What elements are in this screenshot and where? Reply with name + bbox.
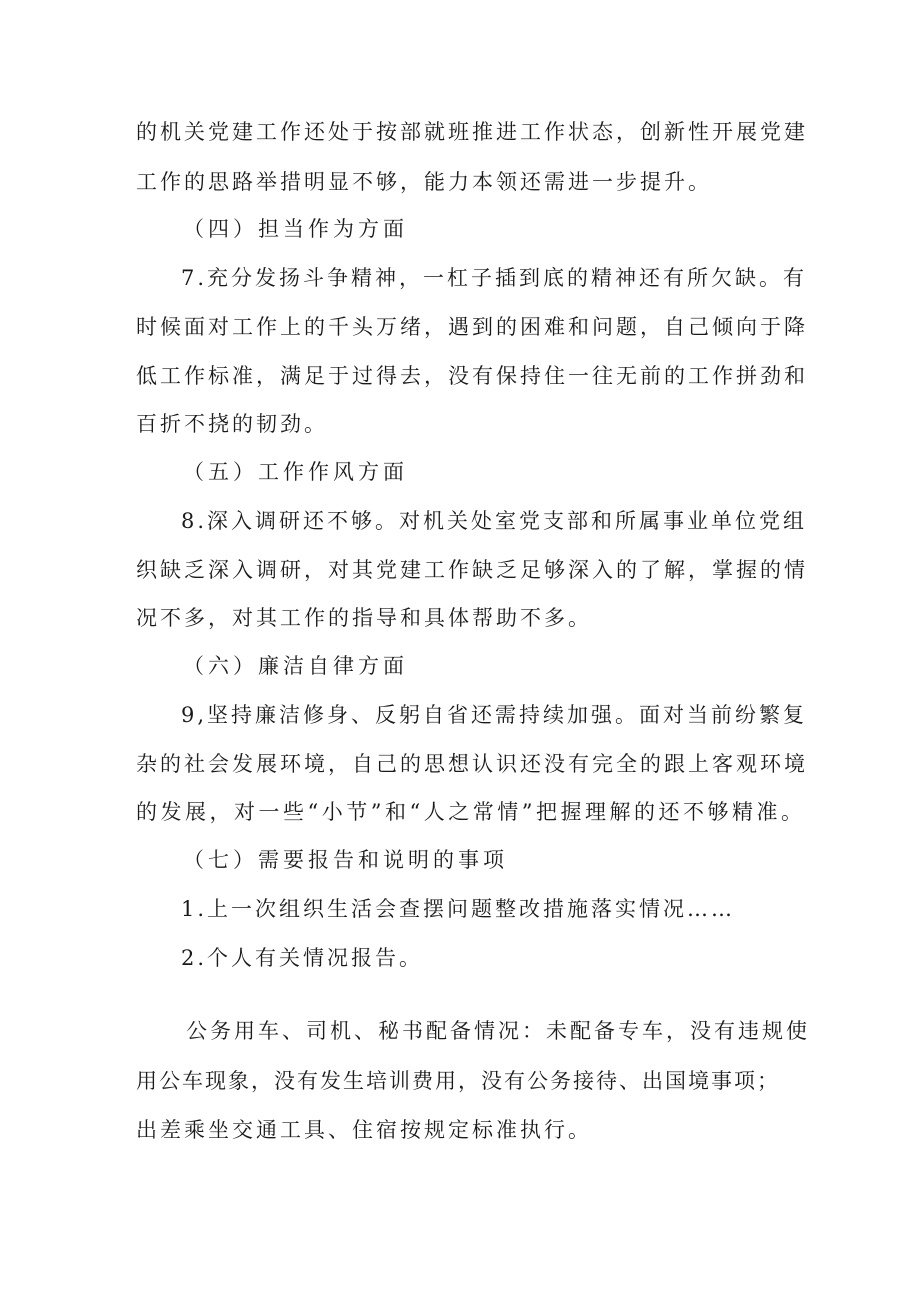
note-line: 公务用车、司机、秘书配备情况：未配备专车，没有违规使 [186, 1019, 810, 1043]
section-heading: （七）需要报告和说明的事项 [183, 848, 508, 872]
item-line: 时候面对工作上的千头万绪，遇到的困难和问题，自己倾向于降 [136, 315, 808, 339]
section-heading: （六）廉洁自律方面 [183, 654, 408, 678]
item-line: 低工作标准，满足于过得去，没有保持住一往无前的工作拼劲和 [136, 364, 808, 388]
item-line: 7.充分发扬斗争精神，一杠子插到底的精神还有所欠缺。有 [181, 266, 808, 290]
note-line: 用公车现象，没有发生培训费用，没有公务接待、出国境事项； [136, 1069, 780, 1093]
item-line: 8.深入调研还不够。对机关处室党支部和所属事业单位党组 [181, 509, 808, 533]
report-item: 1.上一次组织生活会查摆问题整改措施落实情况…… [181, 897, 736, 921]
item-line: 百折不挠的韧劲。 [136, 412, 328, 436]
item-line: 况不多，对其工作的指导和具体帮助不多。 [136, 606, 592, 630]
item-line: 9,坚持廉洁修身、反躬自省还需持续加强。面对当前纷繁复 [181, 703, 808, 727]
paragraph-line: 的机关党建工作还处于按部就班推进工作状态，创新性开展党建 [136, 120, 808, 144]
item-line: 的发展，对一些“小节”和“人之常情”把握理解的还不够精准。 [136, 800, 804, 824]
report-item: 2.个人有关情况报告。 [181, 946, 424, 970]
item-line: 织缺乏深入调研，对其党建工作缺乏足够深入的了解，掌握的情 [136, 558, 808, 582]
section-heading: （五）工作作风方面 [183, 460, 408, 484]
note-line: 出差乘坐交通工具、住宿按规定标准执行。 [136, 1118, 592, 1142]
item-line: 杂的社会发展环境，自己的思想认识还没有完全的跟上客观环境 [136, 752, 808, 776]
section-heading: （四）担当作为方面 [183, 217, 408, 241]
paragraph-line: 工作的思路举措明显不够，能力本领还需进一步提升。 [136, 170, 712, 194]
